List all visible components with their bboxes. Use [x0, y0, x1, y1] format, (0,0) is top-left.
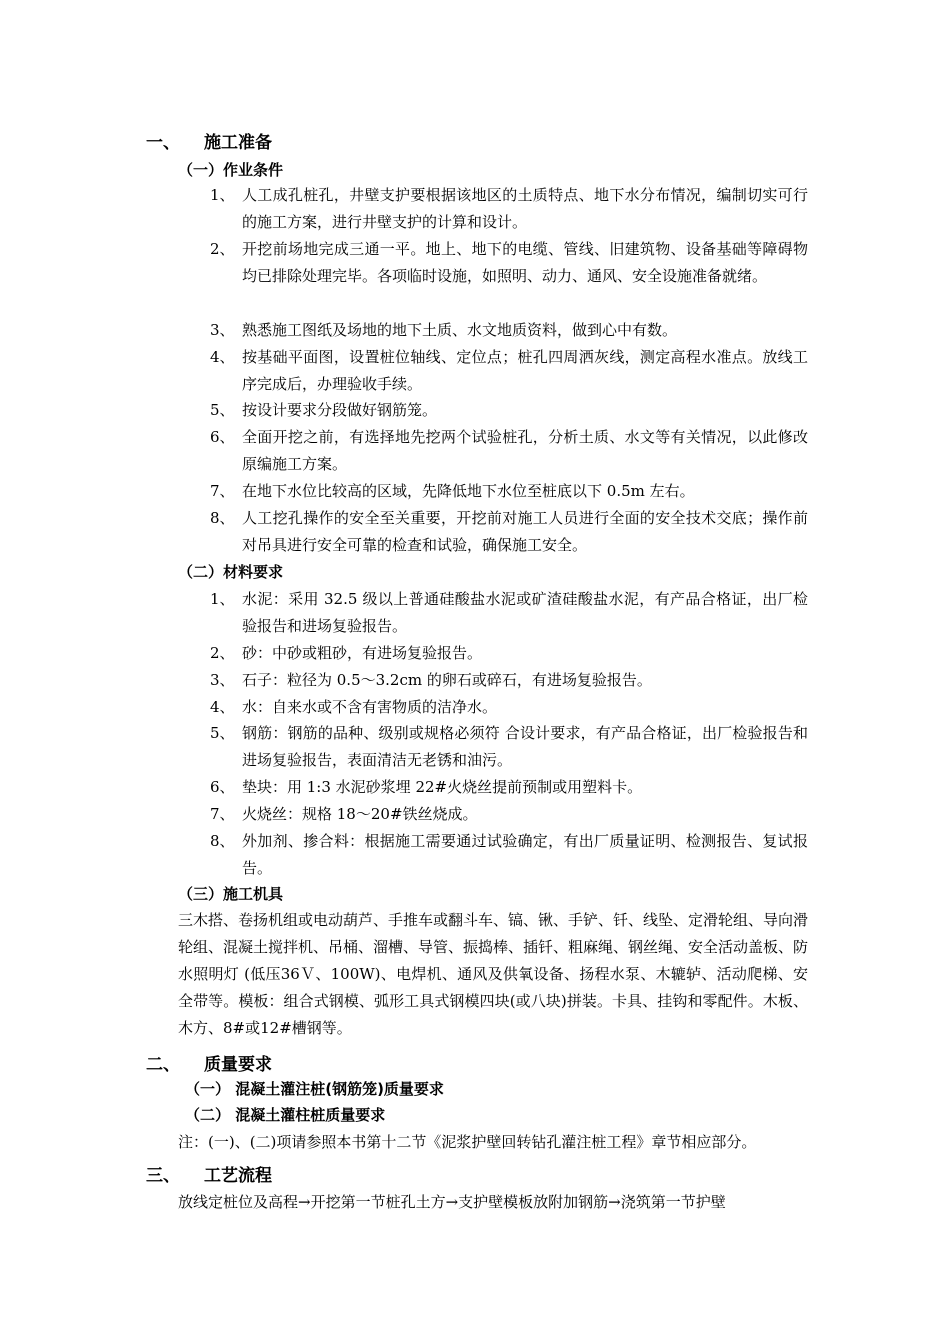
list-item: 2、 砂：中砂或粗砂，有进场复验报告。 [210, 644, 483, 662]
list-item: 7、 火烧丝：规格 18～20#铁丝烧成。 [210, 805, 478, 823]
section-3-title: 工艺流程 [204, 1166, 272, 1186]
subsection-tools-title: （三）施工机具 [178, 885, 284, 903]
section-3-heading [146, 1165, 272, 1187]
list-item: 7、 在地下水位比较高的区域，先降低地下水位至桩底以下 0.5m 左右。 [210, 482, 695, 500]
section-1-heading [146, 132, 272, 154]
subsection-rebar-cage-quality: （一） 混凝土灌注桩(钢筋笼)质量要求 [185, 1080, 444, 1098]
tools-paragraph: 三木搭、卷扬机组或电动葫芦、手推车或翻斗车、镐、锹、手铲、钎、线坠、定滑轮组、导向滑轮组、混凝土搅拌机、吊桶、溜槽、导管、振捣棒、插钎、粗麻绳、钢丝绳、安全活动盖板、防水照明灯 (低压36Ｖ、100W)、电焊机、通风及供氧设备、扬程水泵、木辘轳、活动爬梯、安全带等。模板：组合式钢模、弧形工具式钢模四块(或八块)拼装。卡具、挂钩和零配件。木板、木方、8#或12#槽钢等。 [178, 911, 809, 1037]
section-2-heading [146, 1054, 272, 1076]
list-item: 8、 外加剂、掺合料：根据施工需要通过试验确定，有出厂质量证明、检测报告、复试报告。 [210, 832, 808, 877]
list-item: 4、 水：自来水或不含有害物质的洁净水。 [210, 698, 498, 716]
list-item: 6、 垫块：用 1:3 水泥砂浆埋 22#火烧丝提前预制或用塑料卡。 [210, 778, 643, 796]
list-item: 4、 按基础平面图，设置桩位轴线、定位点；桩孔四周洒灰线，测定高程水准点。放线工序完成后，办理验收手续。 [210, 348, 808, 393]
list-item: 3、 石子：粒径为 0.5～3.2cm 的卵石或碎石，有进场复验报告。 [210, 671, 652, 689]
list-item: 2、 开挖前场地完成三通一平。地上、地下的电缆、管线、旧建筑物、设备基础等障碍物均已排除处理完毕。各项临时设施，如照明、动力、通风、安全设施准备就绪。 [210, 240, 808, 285]
list-item: 5、 钢筋：钢筋的品种、级别或规格必须符 合设计要求，有产品合格证，出厂检验报告和进场复验报告，表面清洁无老锈和油污。 [210, 724, 808, 769]
section-1-number: 一、 [146, 133, 180, 153]
subsection-pile-quality: （二） 混凝土灌柱桩质量要求 [185, 1106, 386, 1124]
list-item: 8、 人工挖孔操作的安全至关重要，开挖前对施工人员进行全面的安全技术交底；操作前对吊具进行安全可靠的检查和试验，确保施工安全。 [210, 509, 808, 554]
reference-note: 注：(一)、(二)项请参照本书第十二节《泥浆护壁回转钻孔灌注桩工程》章节相应部分。 [178, 1133, 757, 1151]
list-item: 5、 按设计要求分段做好钢筋笼。 [210, 401, 438, 419]
process-flow-text: 放线定桩位及高程→开挖第一节桩孔土方→支护壁模板放附加钢筋→浇筑第一节护壁 [178, 1193, 726, 1211]
section-2-number: 二、 [146, 1055, 180, 1075]
subsection-materials-title: （二）材料要求 [178, 563, 284, 581]
list-item: 1、 水泥：采用 32.5 级以上普通硅酸盐水泥或矿渣硅酸盐水泥，有产品合格证，出厂检验报告和进场复验报告。 [210, 590, 808, 635]
list-item: 1、 人工成孔桩孔，井壁支护要根据该地区的土质特点、地下水分布情况，编制切实可行的施工方案，进行井壁支护的计算和设计。 [210, 186, 808, 231]
list-item: 3、 熟悉施工图纸及场地的地下土质、水文地质资料，做到心中有数。 [210, 321, 678, 339]
section-2-title: 质量要求 [204, 1055, 272, 1075]
subsection-work-conditions-title: （一）作业条件 [178, 161, 284, 179]
section-1-title: 施工准备 [204, 133, 272, 153]
section-3-number: 三、 [146, 1166, 180, 1186]
list-item: 6、 全面开挖之前，有选择地先挖两个试验桩孔，分析土质、水文等有关情况，以此修改原编施工方案。 [210, 428, 808, 473]
